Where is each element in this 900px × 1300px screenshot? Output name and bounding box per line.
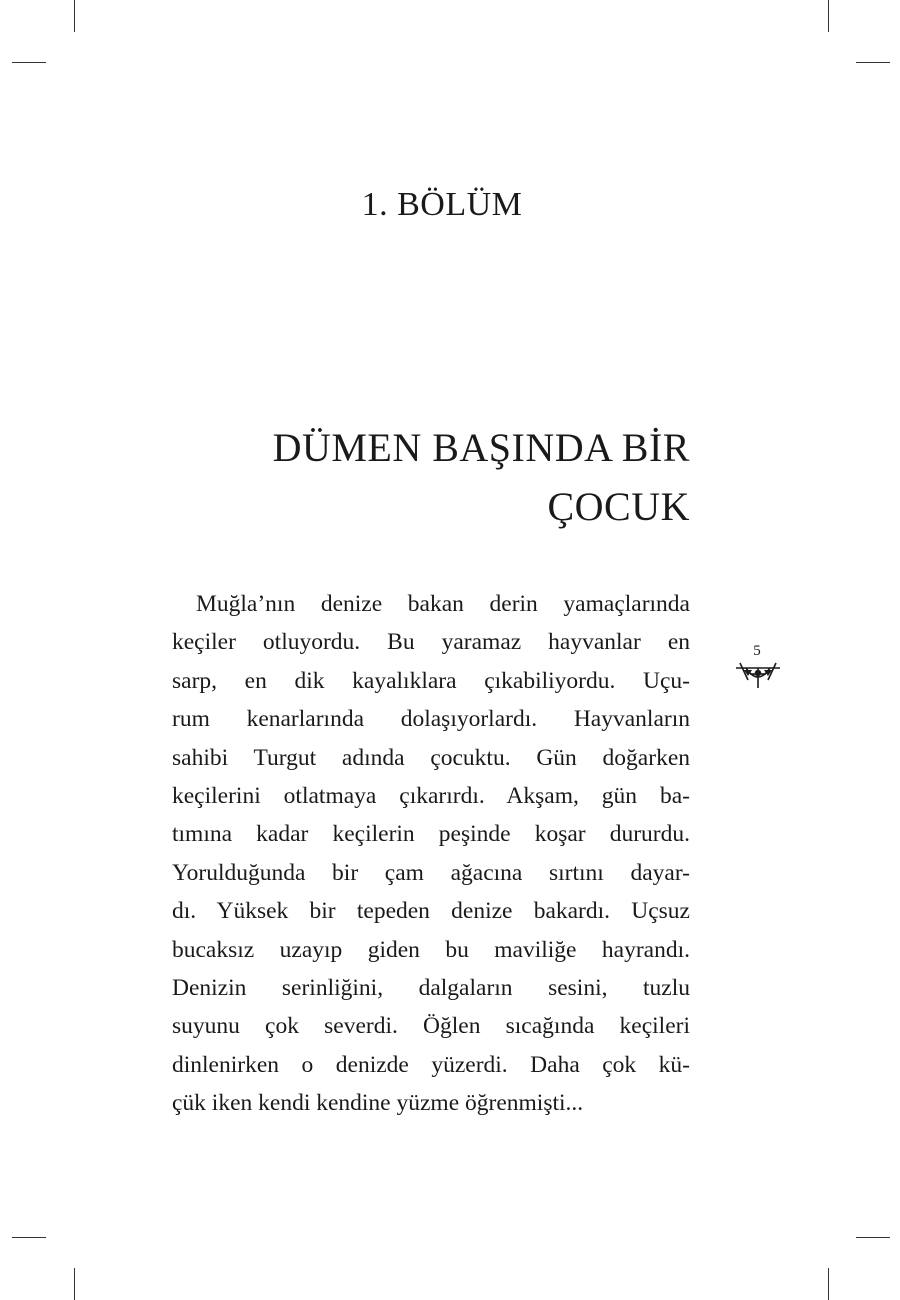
text-line: tımına kadar keçilerin peşinde koşar dururdu. <box>172 821 690 848</box>
text-line: bucaksız uzayıp giden bu maviliğe hayrandı. <box>172 936 690 963</box>
chapter-title-line: DÜMEN BAŞINDA BİR <box>272 425 690 470</box>
ship-wheel-icon <box>734 660 782 690</box>
crop-mark <box>856 62 890 63</box>
crop-mark <box>828 1268 829 1300</box>
chapter-heading: 1. BÖLÜM <box>361 186 523 223</box>
chapter-title-line: ÇOCUK <box>547 484 690 529</box>
crop-mark <box>856 1237 890 1238</box>
text-line: çük iken kendi kendine yüzme öğrenmişti... <box>172 1090 584 1117</box>
crop-mark <box>74 1268 75 1300</box>
text-line: dinlenirken o denizde yüzerdi. Daha çok kü- <box>172 1051 690 1078</box>
text-line: sahibi Turgut adında çocuktu. Gün doğarken <box>172 744 690 771</box>
text-line: dı. Yüksek bir tepeden denize bakardı. Uçsuz <box>172 898 690 925</box>
text-line: Muğla’nın denize bakan derin yamaçlarında <box>196 591 690 617</box>
crop-mark <box>74 0 75 32</box>
crop-mark <box>828 0 829 32</box>
chapter-title <box>170 418 690 536</box>
page-number: 5 <box>753 643 761 659</box>
text-line: Yorulduğunda bir çam ağacına sırtını dayar- <box>172 859 690 886</box>
text-line: keçilerini otlatmaya çıkarırdı. Akşam, gün ba- <box>172 783 690 810</box>
text-line: Denizin serinliğini, dalgaların sesini, tuzlu <box>172 975 690 1002</box>
crop-mark <box>12 62 46 63</box>
body-paragraph <box>172 585 690 1123</box>
text-line: rum kenarlarında dolaşıyorlardı. Hayvanların <box>172 706 690 733</box>
text-line: keçiler otluyordu. Bu yaramaz hayvanlar en <box>172 629 690 656</box>
text-line: sarp, en dik kayalıklara çıkabiliyordu. Uçu- <box>172 667 690 694</box>
text-line: suyunu çok severdi. Öğlen sıcağında keçileri <box>172 1013 690 1040</box>
crop-mark <box>12 1237 46 1238</box>
